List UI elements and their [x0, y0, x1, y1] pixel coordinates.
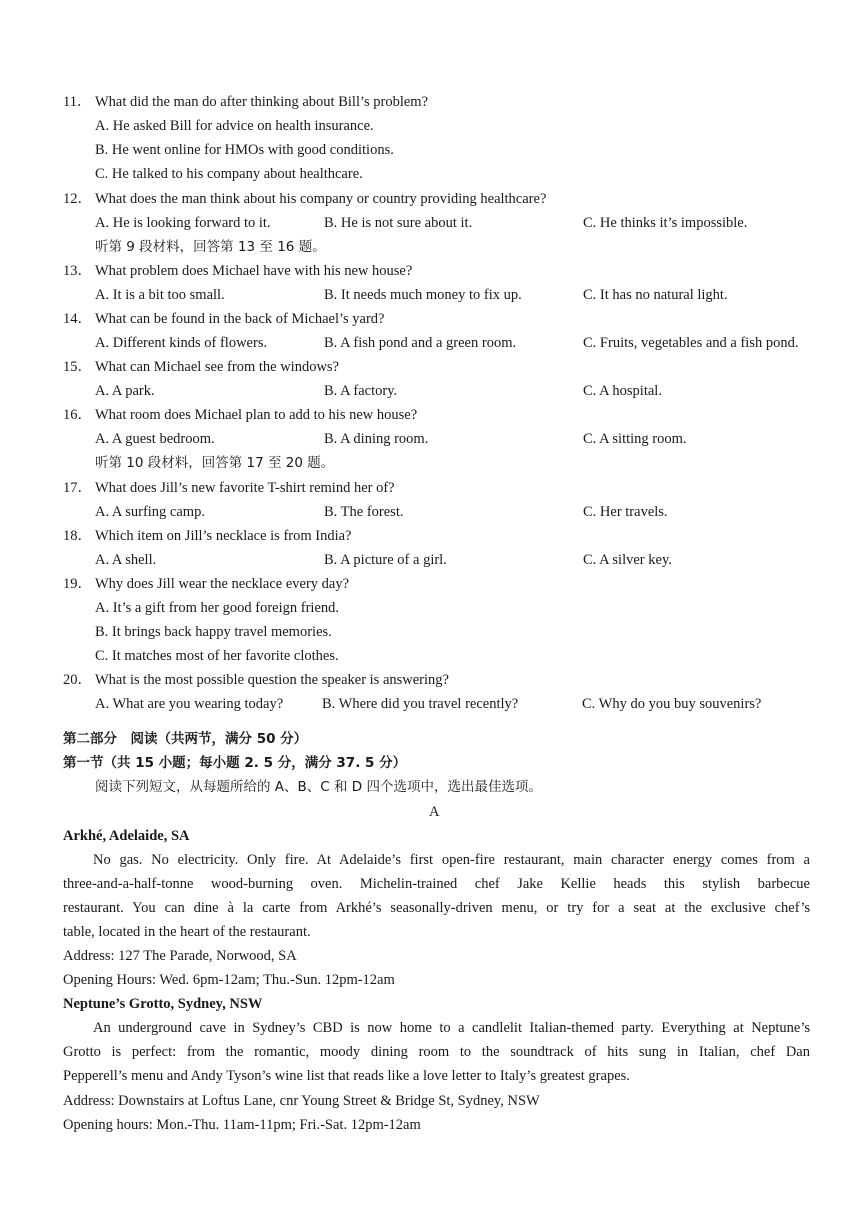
option-15-b: B. A factory.	[324, 383, 398, 399]
question-14	[63, 309, 384, 329]
question-13	[63, 261, 412, 281]
option-14-c: C. Fruits, vegetables and a fish pond.	[583, 335, 799, 351]
question-number: 19．	[63, 576, 92, 592]
option-12-a: A. He is looking forward to it.	[95, 215, 271, 231]
question-text: What can Michael see from the windows?	[95, 359, 339, 375]
question-number: 15．	[63, 359, 92, 375]
question-text: What does Jill’s new favorite T-shirt remind her of?	[95, 480, 395, 496]
restaurant-2-description	[63, 1016, 810, 1088]
option-11-c: C. He talked to his company about healthcare.	[95, 166, 363, 182]
question-number: 14．	[63, 311, 92, 327]
question-text: What did the man do after thinking about Bill’s problem?	[95, 94, 429, 110]
instruction-segment-9: 听第 9 段材料，回答第 13 至 16 题。	[95, 239, 326, 255]
description-line: Grotto is perfect: from the romantic, moody dining room to the soundtrack of hits sung in Italian, chef Dan	[63, 1044, 810, 1060]
option-11-a: A. He asked Bill for advice on health insurance.	[95, 118, 374, 134]
question-number: 18．	[63, 528, 92, 544]
option-14-a: A. Different kinds of flowers.	[95, 335, 268, 351]
description-line: table, located in the heart of the restaurant.	[63, 924, 311, 940]
option-18-b: B. A picture of a girl.	[324, 552, 447, 568]
question-text: What room does Michael plan to add to his new house?	[95, 407, 418, 423]
option-15-c: C. A hospital.	[583, 383, 662, 399]
option-18-c: C. A silver key.	[583, 552, 672, 568]
option-12-c: C. He thinks it’s impossible.	[583, 215, 748, 231]
option-17-c: C. Her travels.	[583, 504, 668, 520]
option-20-b: B. Where did you travel recently?	[322, 696, 519, 712]
question-text: What problem does Michael have with his new house?	[95, 263, 413, 279]
option-19-b: B. It brings back happy travel memories.	[95, 624, 332, 640]
option-15-a: A. A park.	[95, 383, 155, 399]
restaurant-2-hours: Opening hours: Mon.-Thu. 11am-11pm; Fri.-Sat. 12pm-12am	[63, 1117, 421, 1133]
option-16-a: A. A guest bedroom.	[95, 431, 215, 447]
restaurant-2-address: Address: Downstairs at Loftus Lane, cnr Young Street & Bridge St, Sydney, NSW	[63, 1093, 540, 1109]
question-19	[63, 574, 349, 594]
option-13-c: C. It has no natural light.	[583, 287, 728, 303]
option-16-b: B. A dining room.	[324, 431, 429, 447]
question-number: 11．	[63, 94, 92, 110]
question-11	[63, 92, 428, 112]
description-line: No gas. No electricity. Only fire. At Adelaide’s first open-fire restaurant, main character energy comes from a	[93, 852, 810, 868]
option-13-a: A. It is a bit too small.	[95, 287, 225, 303]
question-text: What does the man think about his company or country providing healthcare?	[95, 191, 547, 207]
question-number: 17．	[63, 480, 92, 496]
restaurant-1-description	[63, 848, 810, 944]
restaurant-1-hours: Opening Hours: Wed. 6pm-12am; Thu.-Sun. 12pm-12am	[63, 972, 395, 988]
question-17	[63, 478, 395, 498]
option-20-a: A. What are you wearing today?	[95, 696, 284, 712]
option-11-b: B. He went online for HMOs with good conditions.	[95, 142, 394, 158]
question-number: 20．	[63, 672, 92, 688]
section-1-title: 第一节（共 15 小题；每小题 2. 5 分，满分 37. 5 分）	[63, 755, 407, 771]
question-16	[63, 405, 417, 425]
option-18-a: A. A shell.	[95, 552, 157, 568]
question-number: 13．	[63, 263, 92, 279]
question-number: 16．	[63, 407, 92, 423]
option-19-a: A. It’s a gift from her good foreign friend.	[95, 600, 340, 616]
passage-label: A	[429, 804, 440, 820]
question-text: Which item on Jill’s necklace is from India?	[95, 528, 352, 544]
question-number: 12．	[63, 191, 92, 207]
question-18	[63, 526, 352, 546]
option-20-c: C. Why do you buy souvenirs?	[582, 696, 762, 712]
restaurant-1-address: Address: 127 The Parade, Norwood, SA	[63, 948, 297, 964]
option-14-b: B. A fish pond and a green room.	[324, 335, 517, 351]
question-20	[63, 670, 449, 690]
reading-directions: 阅读下列短文，从每题所给的 A、B、C 和 D 四个选项中，选出最佳选项。	[95, 779, 542, 795]
question-15	[63, 357, 339, 377]
option-17-a: A. A surfing camp.	[95, 504, 205, 520]
question-text: What is the most possible question the speaker is answering?	[95, 672, 449, 688]
restaurant-1-title: Arkhé, Adelaide, SA	[63, 828, 190, 844]
option-13-b: B. It needs much money to fix up.	[324, 287, 522, 303]
description-line: restaurant. You can dine à la carte from Arkhé’s seasonally-driven menu, or try for a seat at the exclusive chef’s	[63, 900, 810, 916]
question-12	[63, 189, 546, 209]
description-line: three-and-a-half-tonne wood-burning oven. Michelin-trained chef Jake Kellie heads this stylish barbecue	[63, 876, 810, 892]
instruction-segment-10: 听第 10 段材料，回答第 17 至 20 题。	[95, 455, 335, 471]
part-2-title: 第二部分 阅读（共两节，满分 50 分）	[63, 731, 308, 747]
question-text: Why does Jill wear the necklace every day?	[95, 576, 350, 592]
option-16-c: C. A sitting room.	[583, 431, 687, 447]
option-17-b: B. The forest.	[324, 504, 404, 520]
option-19-c: C. It matches most of her favorite clothes.	[95, 648, 339, 664]
description-line: Pepperell’s menu and Andy Tyson’s wine list that reads like a love letter to Italy’s greatest grapes.	[63, 1068, 630, 1084]
description-line: An underground cave in Sydney’s CBD is now home to a candlelit Italian-themed party. Everything at Neptune’s	[93, 1020, 810, 1036]
option-12-b: B. He is not sure about it.	[324, 215, 473, 231]
question-text: What can be found in the back of Michael’s yard?	[95, 311, 385, 327]
restaurant-2-title: Neptune’s Grotto, Sydney, NSW	[63, 996, 263, 1012]
